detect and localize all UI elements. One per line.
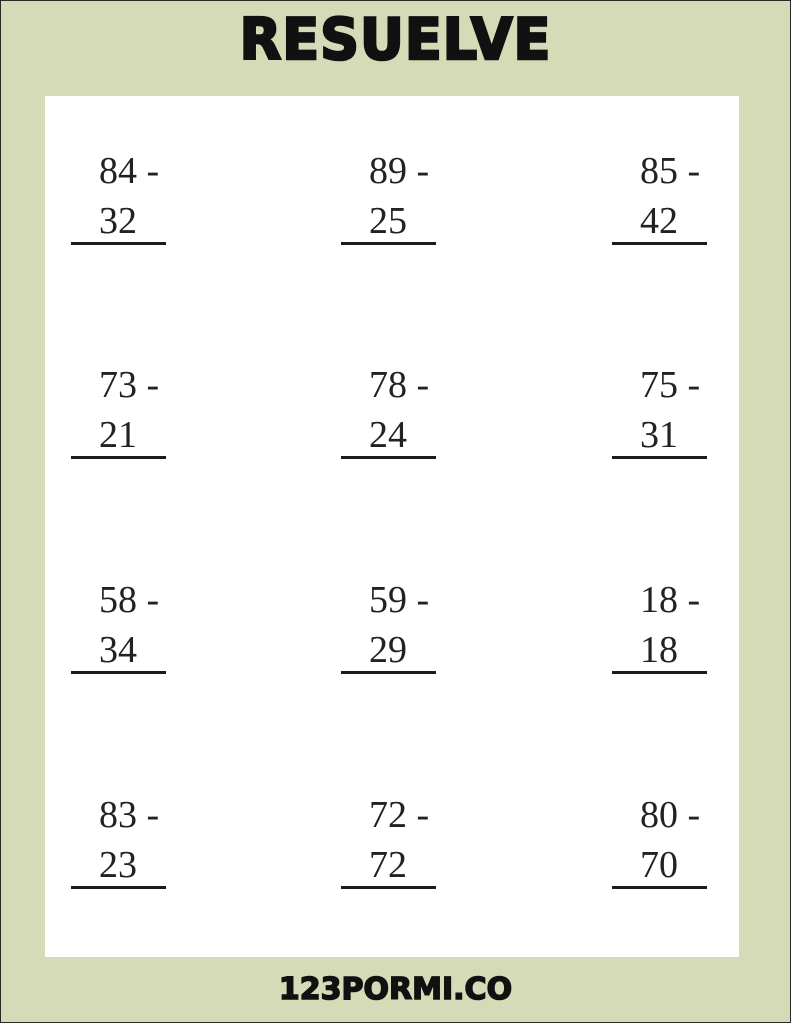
- worksheet: [45, 96, 739, 957]
- answer-line: [341, 242, 436, 245]
- problem-1: [71, 96, 181, 242]
- problem-8: [341, 525, 451, 671]
- problem-6: [612, 310, 722, 456]
- site-footer: 123PORMI.CO: [278, 972, 513, 1007]
- problem-10: [71, 740, 181, 886]
- problem-11: [341, 740, 451, 886]
- problem-minuend: 59 -: [369, 579, 430, 621]
- problem-minuend: 80 -: [640, 794, 701, 836]
- problem-minuend: 84 -: [99, 150, 160, 192]
- answer-line: [71, 886, 166, 889]
- problem-7: [71, 525, 181, 671]
- answer-line: [341, 671, 436, 674]
- problem-subtrahend: 32: [99, 200, 137, 242]
- problem-5: [341, 310, 451, 456]
- answer-line: [612, 242, 707, 245]
- problem-4: [71, 310, 181, 456]
- problem-minuend: 85 -: [640, 150, 701, 192]
- problem-subtrahend: 72: [369, 844, 407, 886]
- answer-line: [612, 886, 707, 889]
- problem-subtrahend: 70: [640, 844, 678, 886]
- problem-minuend: 78 -: [369, 364, 430, 406]
- problem-minuend: 75 -: [640, 364, 701, 406]
- problem-minuend: 83 -: [99, 794, 160, 836]
- answer-line: [612, 456, 707, 459]
- answer-line: [71, 456, 166, 459]
- problem-subtrahend: 42: [640, 200, 678, 242]
- problem-subtrahend: 34: [99, 629, 137, 671]
- problem-minuend: 73 -: [99, 364, 160, 406]
- problem-minuend: 58 -: [99, 579, 160, 621]
- problem-minuend: 72 -: [369, 794, 430, 836]
- answer-line: [612, 671, 707, 674]
- problem-9: [612, 525, 722, 671]
- problem-subtrahend: 23: [99, 844, 137, 886]
- answer-line: [341, 886, 436, 889]
- problem-2: [341, 96, 451, 242]
- problem-subtrahend: 21: [99, 414, 137, 456]
- problem-12: [612, 740, 722, 886]
- problem-subtrahend: 25: [369, 200, 407, 242]
- problem-minuend: 18 -: [640, 579, 701, 621]
- problem-subtrahend: 24: [369, 414, 407, 456]
- problem-subtrahend: 18: [640, 629, 678, 671]
- problem-3: [612, 96, 722, 242]
- problem-subtrahend: 29: [369, 629, 407, 671]
- answer-line: [71, 671, 166, 674]
- answer-line: [341, 456, 436, 459]
- problem-minuend: 89 -: [369, 150, 430, 192]
- problem-subtrahend: 31: [640, 414, 678, 456]
- answer-line: [71, 242, 166, 245]
- page-title: RESUELVE: [239, 6, 552, 73]
